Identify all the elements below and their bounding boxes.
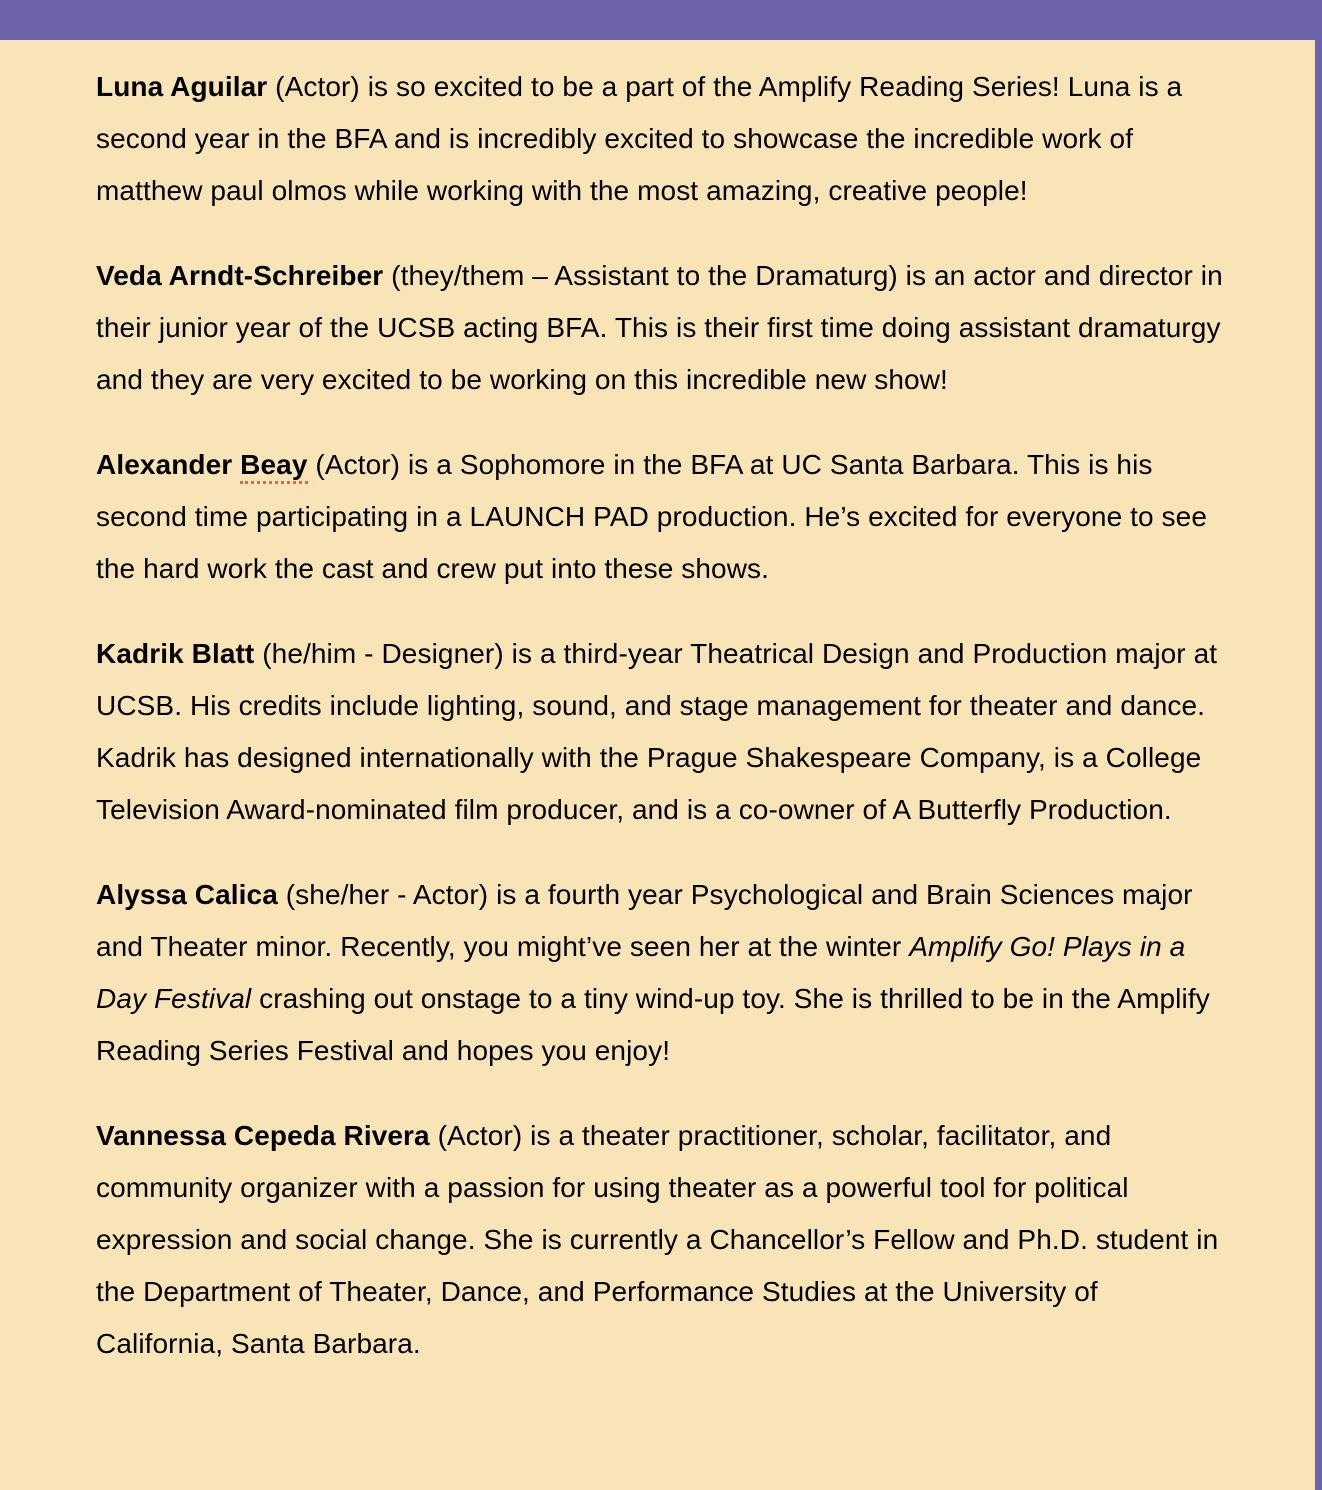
bio-name: Alexander [96,449,241,480]
bio-paragraph-alexander-beay [96,439,1228,595]
bio-text: (Actor) is a theater practitioner, scholar, facilitator, and community organizer with a passion for using theater as a powerful tool for political expression and social change. She is currently a Chancellor’s Fellow and Ph.D. student in the Department of Theater, Dance, and Performance Studies at the University of California, Santa Barbara. [96,1120,1219,1359]
bio-name: Veda Arndt-Schreiber [96,260,384,291]
bio-name: Kadrik Blatt [96,638,255,669]
bio-paragraph-kadrik-blatt [96,628,1228,836]
bio-text: (they/them – Assistant to the Dramaturg) is an actor and director in their junior year of the UCSB acting BFA. This is their first time doing assistant dramaturgy and they are very excited to be working on this incredible new show! [96,260,1223,395]
bio-paragraph-alyssa-calica [96,869,1228,1077]
top-banner [0,0,1322,40]
bio-paragraph-luna-aguilar [96,61,1228,217]
italic-show-title: Amplify Go! Plays in a Day Festival [96,931,1186,1014]
misspelled-word: Beay [240,449,307,484]
bio-text: (Actor) is so excited to be a part of the Amplify Reading Series! Luna is a second year in the BFA and is incredibly excited to showcase the incredible work of matthew paul olmos while working with the most amazing, creative people! [96,71,1183,206]
bio-text: (Actor) is a Sophomore in the BFA at UC Santa Barbara. This is his second time participating in a LAUNCH PAD production. He’s excited for everyone to see the hard work the cast and crew put into these shows. [96,449,1208,584]
bio-name: Luna Aguilar [96,71,268,102]
bio-text: (she/her - Actor) is a fourth year Psychological and Brain Sciences major and Theater minor. Recently, you might’ve seen her at the winter [96,879,1193,962]
content-area [0,40,1315,1490]
bio-text: (he/him - Designer) is a third-year Theatrical Design and Production major at UCSB. His credits include lighting, sound, and stage management for theater and dance. Kadrik has designed internationally with the Prague Shakespeare Company, is a College Television Award-nominated film producer, and is a co-owner of A Butterfly Production. [96,638,1218,825]
bio-text: crashing out onstage to a tiny wind-up toy. She is thrilled to be in the Amplify Reading Series Festival and hopes you enjoy! [96,983,1210,1066]
bio-name: Vannessa Cepeda Rivera [96,1120,430,1151]
bio-paragraph-veda-arndt-schreiber [96,250,1228,406]
bio-name: Alyssa Calica [96,879,278,910]
bio-paragraph-vannessa-cepeda-rivera [96,1110,1228,1370]
